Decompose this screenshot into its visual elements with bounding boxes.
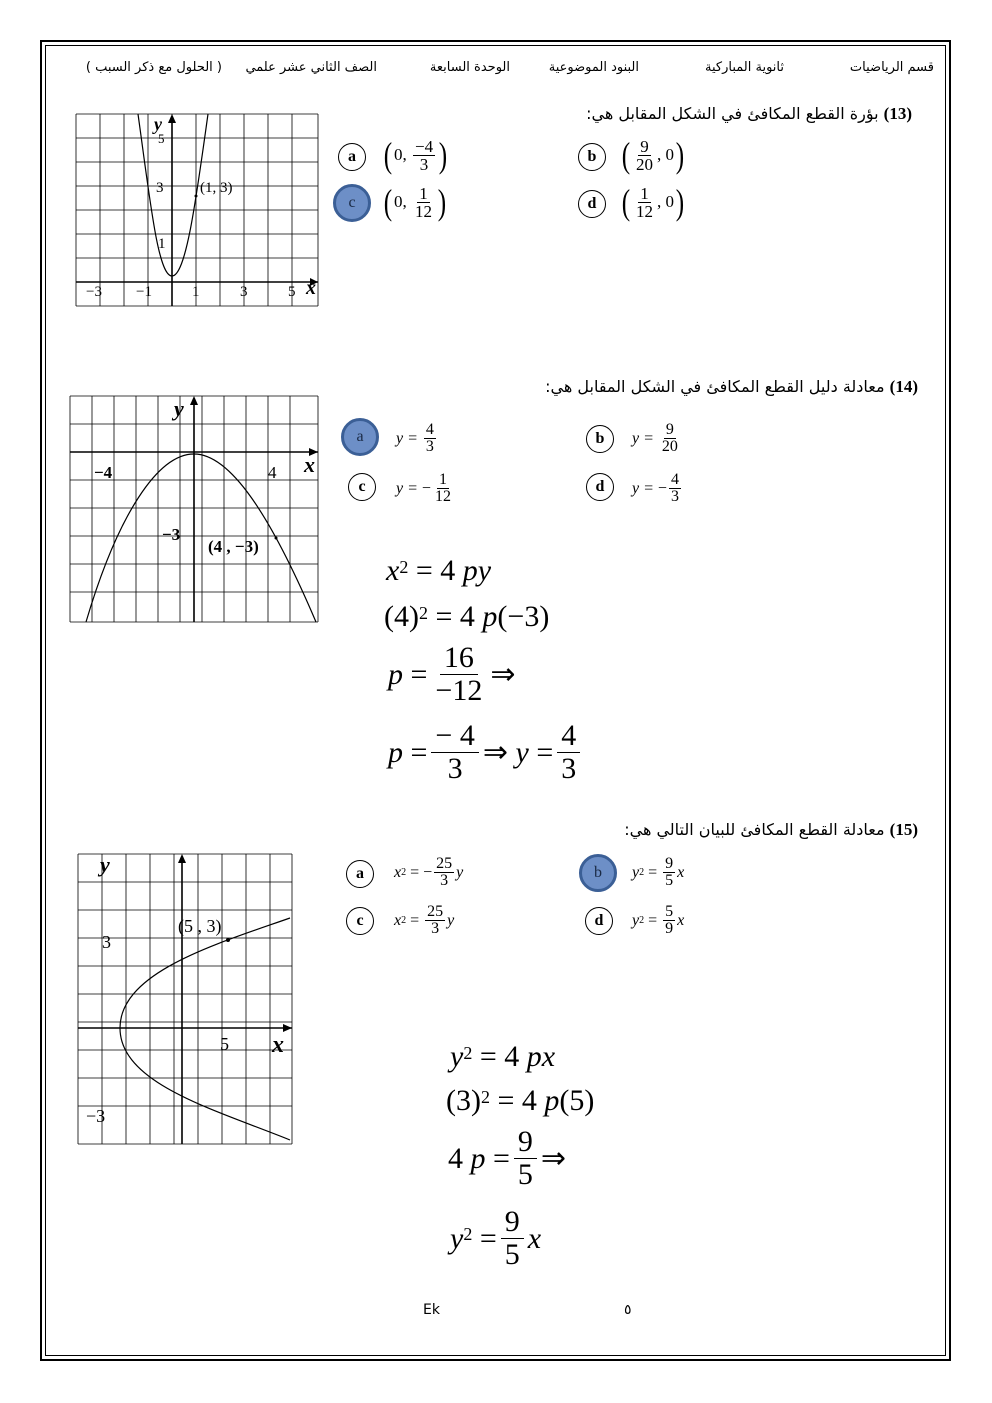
q14-option-a[interactable]: y = $\frac{4}{3}$ bbox=[396, 421, 434, 455]
q13-option-c-bubble-selected[interactable]: c bbox=[333, 184, 371, 222]
q13-option-a[interactable]: ( 0 , $\frac{-4}{3}$ ) bbox=[383, 135, 448, 175]
q14-point-label: (4 , −3) bbox=[208, 537, 259, 556]
q15-y-label: y bbox=[100, 852, 110, 877]
q14-ytick-m3: −3 bbox=[162, 525, 181, 544]
q15-work-line3: 4 p = $\frac{9}{5}$ ⇒ bbox=[448, 1125, 567, 1191]
q15-option-c[interactable]: x 2 = $\frac{25}{3}$ y bbox=[394, 903, 455, 937]
q15-work-line2: (3) $^2$ = 4 p (5) bbox=[446, 1084, 595, 1117]
q15-work-line1: y $^2$ = 4 px bbox=[450, 1040, 556, 1073]
q13-xtick-m1: −1 bbox=[136, 284, 152, 300]
q15-option-a-bubble[interactable]: a bbox=[346, 860, 374, 888]
q14-xtick-4: 4 bbox=[268, 463, 277, 482]
q14-option-a-bubble-selected[interactable]: a bbox=[341, 418, 379, 456]
header-items: البنود الموضوعية bbox=[548, 60, 639, 75]
q15-text: معادلة القطع المكافئ للبيان التالي هي: bbox=[624, 820, 885, 839]
q13-option-b-bubble[interactable]: b bbox=[578, 143, 606, 171]
q14-option-c[interactable]: y = − $\frac{1}{12}$ bbox=[396, 471, 451, 505]
q15-work-line4: y $^2$ = $\frac{9}{5}$ x bbox=[450, 1205, 542, 1271]
footer-page-number: ٥ bbox=[624, 1302, 632, 1318]
q14-graph bbox=[68, 394, 320, 626]
q14-option-b-bubble[interactable]: b bbox=[586, 425, 614, 453]
q14-option-d[interactable]: y = − $\frac{4}{3}$ bbox=[632, 471, 679, 505]
q14-option-d-bubble[interactable]: d bbox=[586, 473, 614, 501]
q14-text: معادلة دليل القطع المكافئ في الشكل المقابل هي: bbox=[545, 377, 885, 396]
q15-option-b[interactable]: y 2 = $\frac{9}{5}$ x bbox=[632, 855, 685, 889]
q13-option-d[interactable]: ( $\frac{1}{12}$ , 0 ) bbox=[621, 182, 685, 222]
q13-option-b[interactable]: ( $\frac{9}{20}$ , 0 ) bbox=[621, 135, 685, 175]
q15-parabola bbox=[120, 918, 290, 1140]
q15-title bbox=[624, 820, 918, 840]
q13-text: بؤرة القطع المكافئ في الشكل المقابل هي: bbox=[586, 104, 879, 123]
q15-x-label: x bbox=[272, 1032, 284, 1058]
q15-point-label: (5 , 3) bbox=[178, 916, 222, 936]
q13-ytick-5: 5 bbox=[158, 131, 165, 146]
q15-ytick-m3: −3 bbox=[86, 1106, 106, 1126]
q14-y-label: y bbox=[174, 396, 184, 421]
q13-number: (13) bbox=[883, 104, 912, 123]
q14-number: (14) bbox=[889, 377, 918, 396]
header-school: ثانوية المباركية bbox=[705, 60, 784, 75]
header-department: قسم الرياضيات bbox=[849, 60, 934, 75]
q13-xtick-m3: −3 bbox=[86, 284, 102, 300]
q14-option-b[interactable]: y = $\frac{9}{20}$ bbox=[632, 421, 678, 455]
q14-work-line2: (4) $^2$ = 4 p (−3) bbox=[384, 600, 550, 633]
header-grade: الصف الثاني عشر علمي bbox=[245, 60, 377, 75]
q13-xtick-5: 5 bbox=[288, 284, 296, 300]
q14-work-line3: p = $\frac{16}{-12}$ ⇒ bbox=[388, 641, 516, 707]
q13-x-label: x bbox=[306, 277, 316, 299]
q15-option-d[interactable]: y 2 = $\frac{5}{9}$ x bbox=[632, 903, 685, 937]
q14-x-label: x bbox=[304, 452, 315, 477]
q15-option-b-bubble-selected[interactable]: b bbox=[579, 854, 617, 892]
header-note: ( الحلول مع ذكر السبب ) bbox=[85, 60, 222, 75]
q13-option-d-bubble[interactable]: d bbox=[578, 190, 606, 218]
q13-ytick-1: 1 bbox=[158, 236, 166, 252]
q13-xtick-3: 3 bbox=[240, 284, 248, 300]
q13-graph bbox=[74, 112, 322, 308]
q14-xtick-m4: −4 bbox=[94, 463, 113, 482]
q15-option-c-bubble[interactable]: c bbox=[346, 907, 374, 935]
q14-parabola bbox=[86, 454, 316, 622]
q13-ytick-3: 3 bbox=[156, 180, 164, 196]
q14-title bbox=[545, 377, 918, 397]
q13-title bbox=[586, 104, 912, 124]
q13-option-c[interactable]: ( 0 , $\frac{1}{12}$ ) bbox=[383, 182, 447, 222]
q15-graph bbox=[76, 852, 294, 1148]
footer-author: Ek bbox=[423, 1302, 440, 1318]
q14-option-c-bubble[interactable]: c bbox=[348, 473, 376, 501]
q13-option-a-bubble[interactable]: a bbox=[338, 143, 366, 171]
q14-work-line4: p = $\frac{- 4}{3}$ ⇒ y = $\frac{4}{3}$ bbox=[388, 720, 584, 785]
q15-xtick-5: 5 bbox=[220, 1034, 229, 1054]
q15-ytick-3: 3 bbox=[102, 932, 111, 952]
q15-option-d-bubble[interactable]: d bbox=[585, 907, 613, 935]
q13-point-label: (1, 3) bbox=[200, 180, 233, 196]
header-unit: الوحدة السابعة bbox=[429, 60, 510, 75]
q13-xtick-1: 1 bbox=[192, 284, 200, 300]
q13-y-label: y bbox=[154, 114, 162, 134]
q15-option-a[interactable]: x 2 = − $\frac{25}{3}$ y bbox=[394, 855, 464, 889]
q14-work-line1: x $^2$ = 4 py bbox=[386, 554, 492, 587]
q15-number: (15) bbox=[889, 820, 918, 839]
